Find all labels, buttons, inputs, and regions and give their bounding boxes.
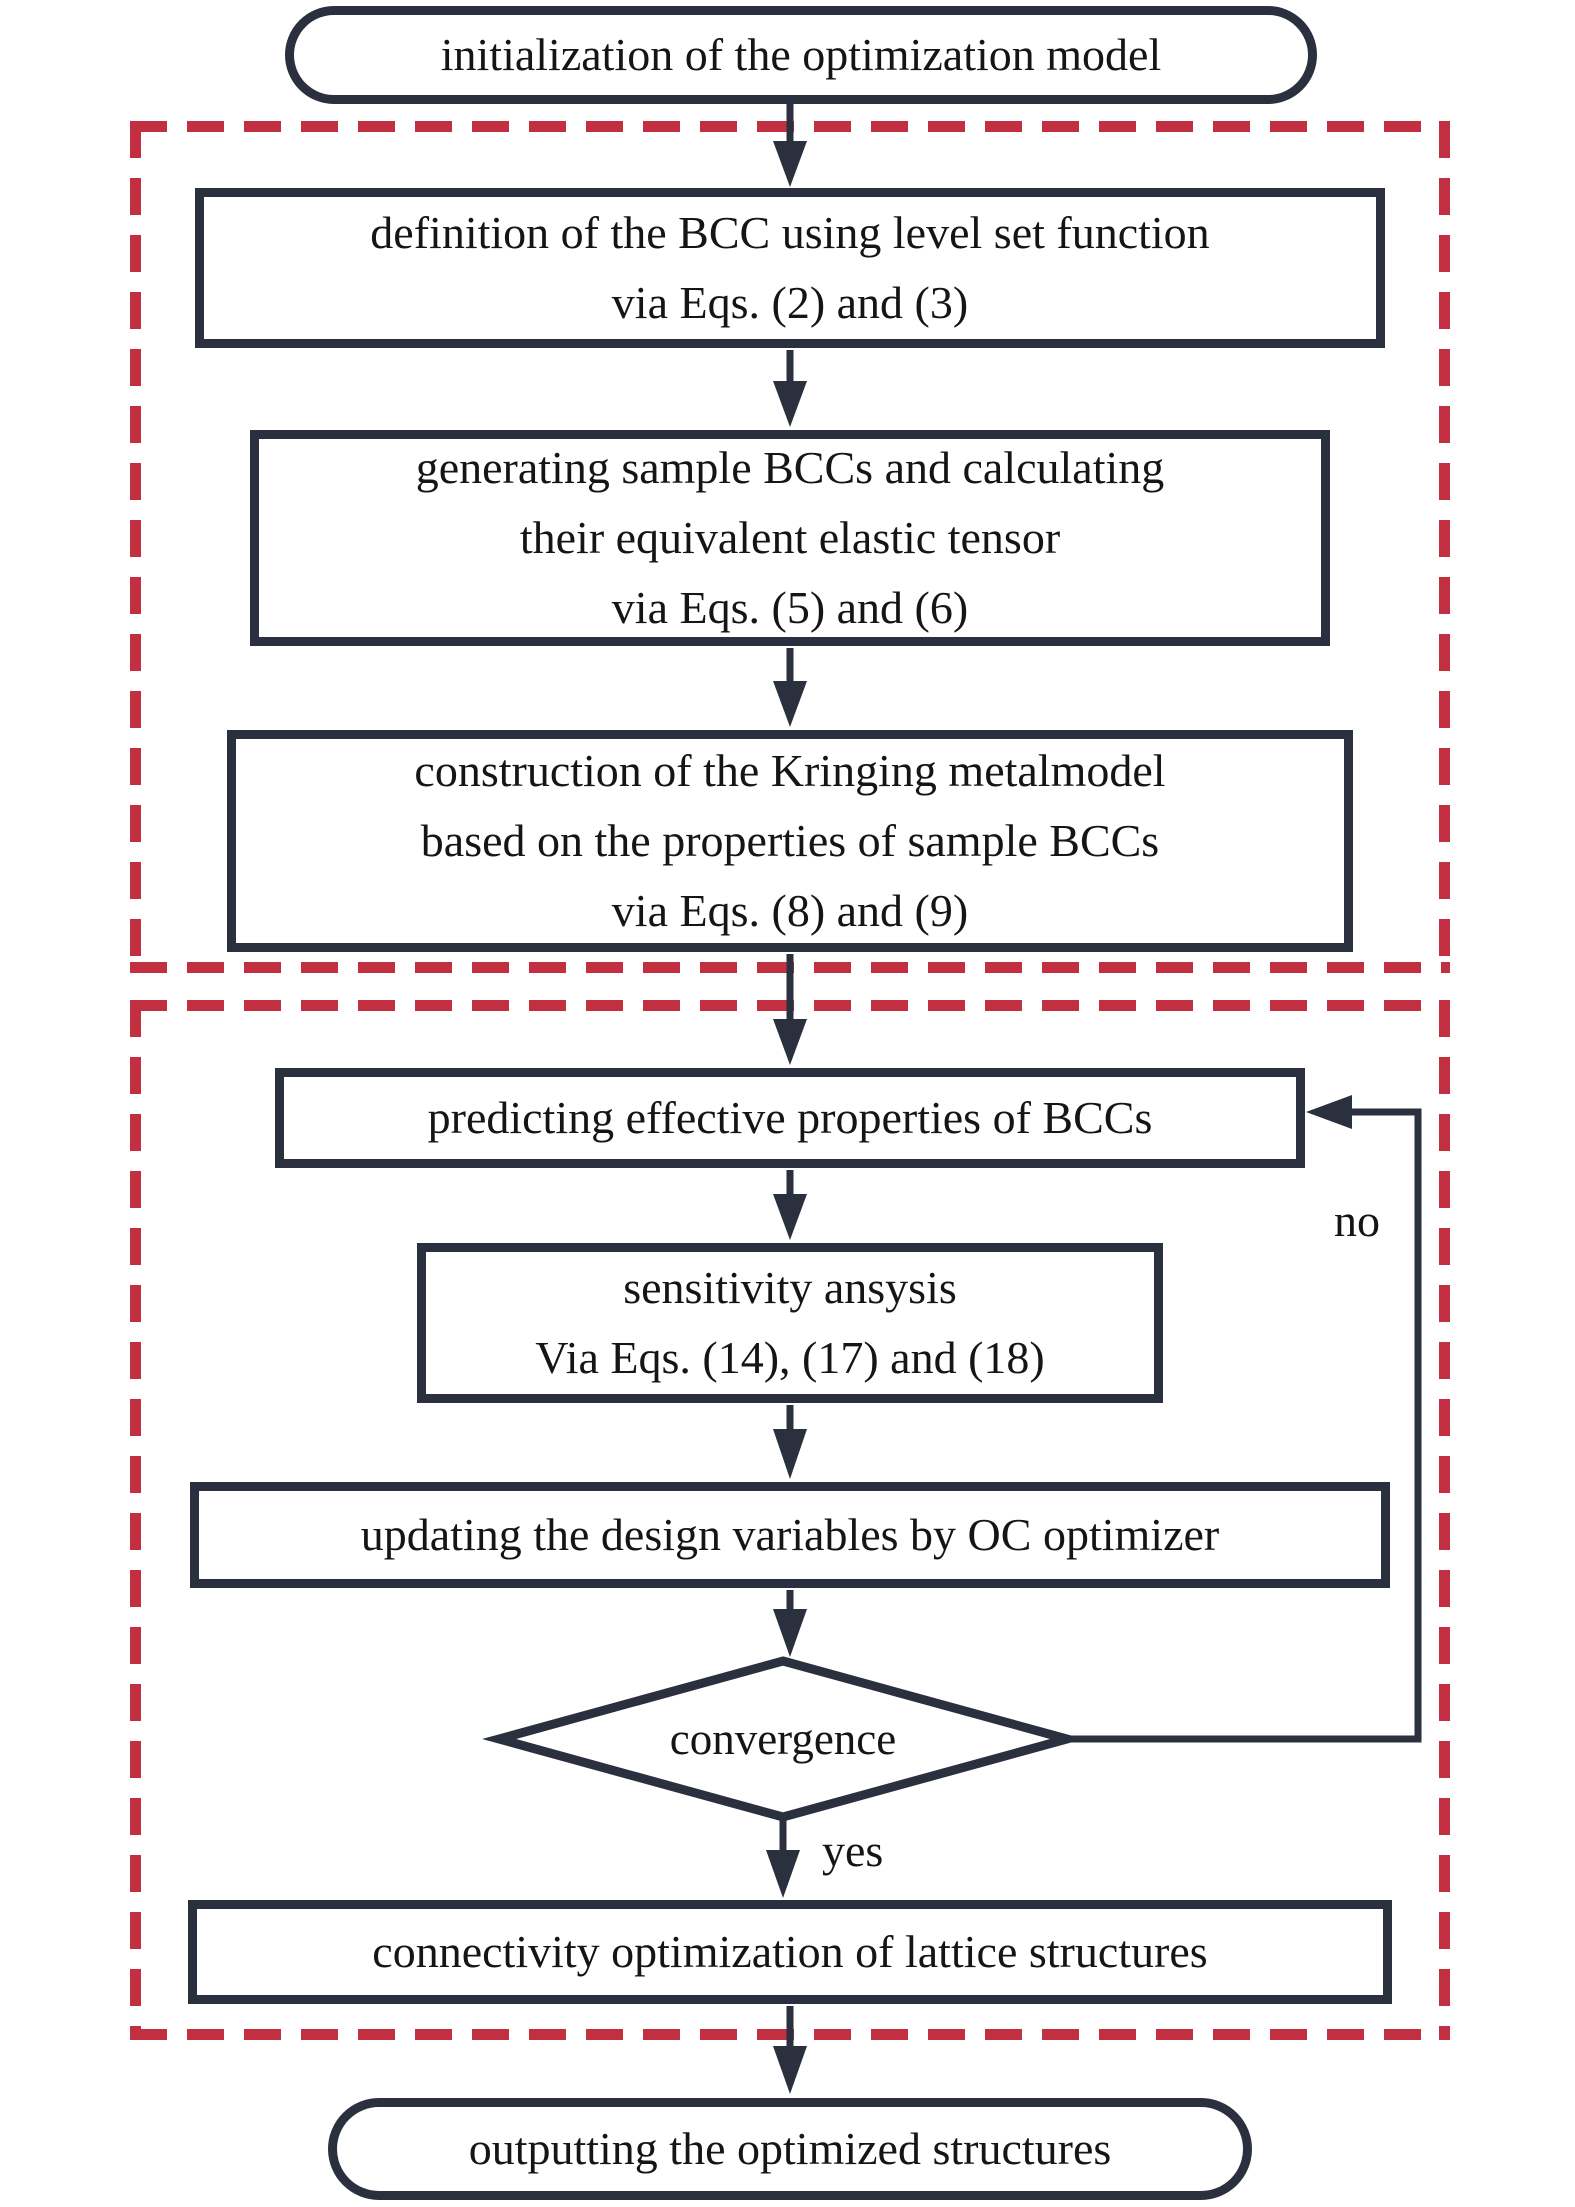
node-connectivity-optimization <box>188 1900 1392 2004</box>
arrow-sensitivity-to-updating <box>773 1405 807 1479</box>
arrow-convergence-yes <box>766 1817 800 1898</box>
node-output <box>328 2098 1252 2200</box>
arrow-predicting-to-sensitivity <box>773 1170 807 1240</box>
node-generating-samples <box>250 430 1330 646</box>
node-kriging-line: construction of the Kringing metalmodel <box>414 745 1166 797</box>
node-kriging-line: based on the properties of sample BCCs <box>420 815 1160 867</box>
node-output-label: outputting the optimized structures <box>468 2123 1112 2175</box>
node-generating-line: via Eqs. (5) and (6) <box>611 581 969 633</box>
arrow-updating-to-convergence <box>773 1590 807 1657</box>
node-predicting-properties <box>275 1068 1305 1168</box>
node-convergence-label: convergence <box>669 1714 897 1764</box>
label-yes: yes <box>822 1825 884 1876</box>
arrow-definition-to-generating <box>773 350 807 427</box>
arrow-generating-to-kriging <box>773 648 807 727</box>
node-connectivity-label: connectivity optimization of lattice structures <box>372 1926 1208 1978</box>
node-updating-variables <box>190 1482 1390 1588</box>
node-initialization <box>285 6 1317 104</box>
node-kriging-line: via Eqs. (8) and (9) <box>611 884 969 936</box>
loop-no-arrowhead <box>1306 1095 1352 1129</box>
node-sensitivity-analysis <box>417 1243 1163 1403</box>
node-generating-line: their equivalent elastic tensor <box>519 512 1061 564</box>
node-sensitivity-line: Via Eqs. (14), (17) and (18) <box>535 1332 1045 1383</box>
arrow-kriging-to-predicting <box>773 954 807 1065</box>
node-definition <box>195 188 1385 348</box>
node-initialization-label: initialization of the optimization model <box>440 29 1162 81</box>
node-definition-line: via Eqs. (2) and (3) <box>611 277 969 328</box>
node-updating-label: updating the design variables by OC optimizer <box>360 1509 1220 1561</box>
node-predicting-label: predicting effective properties of BCCs <box>427 1092 1153 1144</box>
label-no: no <box>1334 1195 1380 1246</box>
node-kriging-construction <box>227 730 1353 952</box>
arrow-init-to-definition <box>773 102 807 187</box>
arrow-connectivity-to-output <box>773 2006 807 2094</box>
node-generating-line: generating sample BCCs and calculating <box>415 442 1165 494</box>
loop-no-connector <box>1065 1095 1418 1739</box>
node-definition-line: definition of the BCC using level set function <box>370 207 1210 259</box>
node-sensitivity-line: sensitivity ansysis <box>623 1262 957 1314</box>
